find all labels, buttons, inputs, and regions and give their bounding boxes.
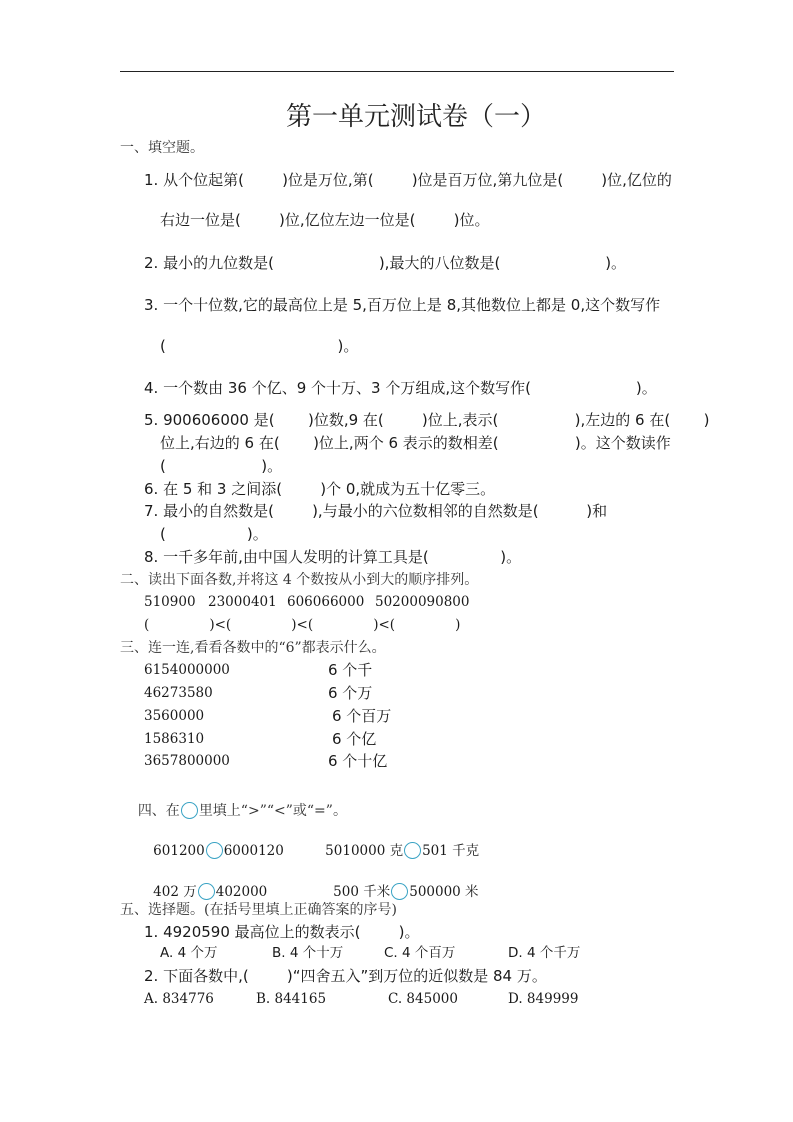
compare-right: 501 千克 (422, 842, 480, 859)
number-2: 23000401 (208, 594, 277, 610)
compare-item-2 (308, 828, 479, 872)
compare-circle-input[interactable] (404, 842, 421, 859)
section-5-heading: 五、选择题。(在括号里填上正确答案的序号) (120, 902, 397, 918)
choice-question-2: 2. 下面各数中,( )“四舍五入”到万位的近似数是 84 万。 (144, 967, 547, 985)
circle-icon (181, 802, 198, 819)
question-1-1-line1: 1. 从个位起第( )位是万位,第( )位是百万位,第九位是( )位,亿位的 (144, 171, 672, 189)
match-left-2: 46273580 (144, 685, 213, 701)
question-1-5-line3: ( )。 (160, 457, 283, 475)
match-left-5: 3657800000 (144, 753, 230, 769)
compare-right: 6000120 (223, 842, 284, 859)
choice-2-option-d[interactable]: D. 849999 (508, 991, 579, 1007)
match-right-4: 6 个亿 (332, 730, 377, 748)
question-1-7-line2: ( )。 (160, 525, 268, 543)
section-2-heading: 二、读出下面各数,并将这 4 个数按从小到大的顺序排列。 (120, 572, 479, 588)
question-1-4: 4. 一个数由 36 个亿、9 个十万、3 个万组成,这个数写作( )。 (144, 379, 657, 397)
compare-item-1 (136, 828, 284, 872)
number-3: 606066000 (287, 594, 365, 610)
match-left-4: 1586310 (144, 731, 205, 747)
question-1-2: 2. 最小的九位数是( ),最大的八位数是( )。 (144, 254, 627, 272)
choice-1-option-a[interactable]: A. 4 个万 (160, 945, 218, 961)
question-1-5-line2: 位上,右边的 6 在( )位上,两个 6 表示的数相差( )。这个数读作 (160, 434, 671, 452)
match-left-3: 3560000 (144, 708, 205, 724)
match-right-5: 6 个十亿 (328, 752, 388, 770)
question-1-5-line1: 5. 900606000 是( )位数,9 在( )位上,表示( ),左边的 6 在( ) (144, 411, 710, 429)
compare-circle-input[interactable] (206, 842, 223, 859)
question-1-8: 8. 一千多年前,由中国人发明的计算工具是( )。 (144, 548, 522, 566)
match-left-1: 6154000000 (144, 662, 230, 678)
choice-2-option-c[interactable]: C. 845000 (388, 991, 458, 1007)
compare-right: 402000 (215, 883, 268, 900)
number-1: 510900 (144, 594, 196, 610)
question-1-3-line1: 3. 一个十位数,它的最高位上是 5,百万位上是 8,其他数位上都是 0,这个数写作 (144, 296, 661, 314)
question-1-1-line2: 右边一位是( )位,亿位左边一位是( )位。 (160, 211, 490, 229)
page-title: 第一单元测试卷（一） (286, 102, 547, 132)
choice-2-option-a[interactable]: A. 834776 (144, 991, 214, 1007)
question-1-3-line2: ( )。 (160, 337, 359, 355)
number-4: 50200090800 (375, 594, 470, 610)
choice-1-option-d[interactable]: D. 4 个千万 (508, 945, 581, 961)
question-1-7-line1: 7. 最小的自然数是( ),与最小的六位数相邻的自然数是( )和 (144, 502, 608, 520)
order-blanks: ( )<( )<( )<( ) (144, 617, 461, 633)
header-rule (120, 71, 674, 72)
section-4-heading-pre: 四、在 (137, 803, 180, 819)
section-1-heading: 一、填空题。 (120, 140, 204, 156)
compare-circle-input[interactable] (198, 883, 215, 900)
compare-circle-input[interactable] (391, 883, 408, 900)
match-right-2: 6 个万 (328, 684, 373, 702)
match-right-1: 6 个千 (328, 661, 373, 679)
compare-right: 500000 米 (409, 883, 479, 900)
section-4-heading (120, 788, 347, 833)
compare-left: 601200 (153, 842, 205, 859)
choice-1-option-c[interactable]: C. 4 个百万 (384, 945, 456, 961)
section-4-heading-post: 里填上“>”“<”或“=”。 (198, 803, 347, 819)
choice-1-option-b[interactable]: B. 4 个十万 (272, 945, 344, 961)
compare-left: 500 千米 (333, 883, 391, 900)
compare-left: 5010000 克 (325, 842, 404, 859)
choice-2-option-b[interactable]: B. 844165 (256, 991, 327, 1007)
match-right-3: 6 个百万 (332, 707, 392, 725)
section-3-heading: 三、连一连,看看各数中的“6”都表示什么。 (120, 640, 386, 656)
question-1-6: 6. 在 5 和 3 之间添( )个 0,就成为五十亿零三。 (144, 480, 496, 498)
compare-left: 402 万 (153, 883, 197, 900)
choice-question-1: 1. 4920590 最高位上的数表示( )。 (144, 923, 420, 941)
